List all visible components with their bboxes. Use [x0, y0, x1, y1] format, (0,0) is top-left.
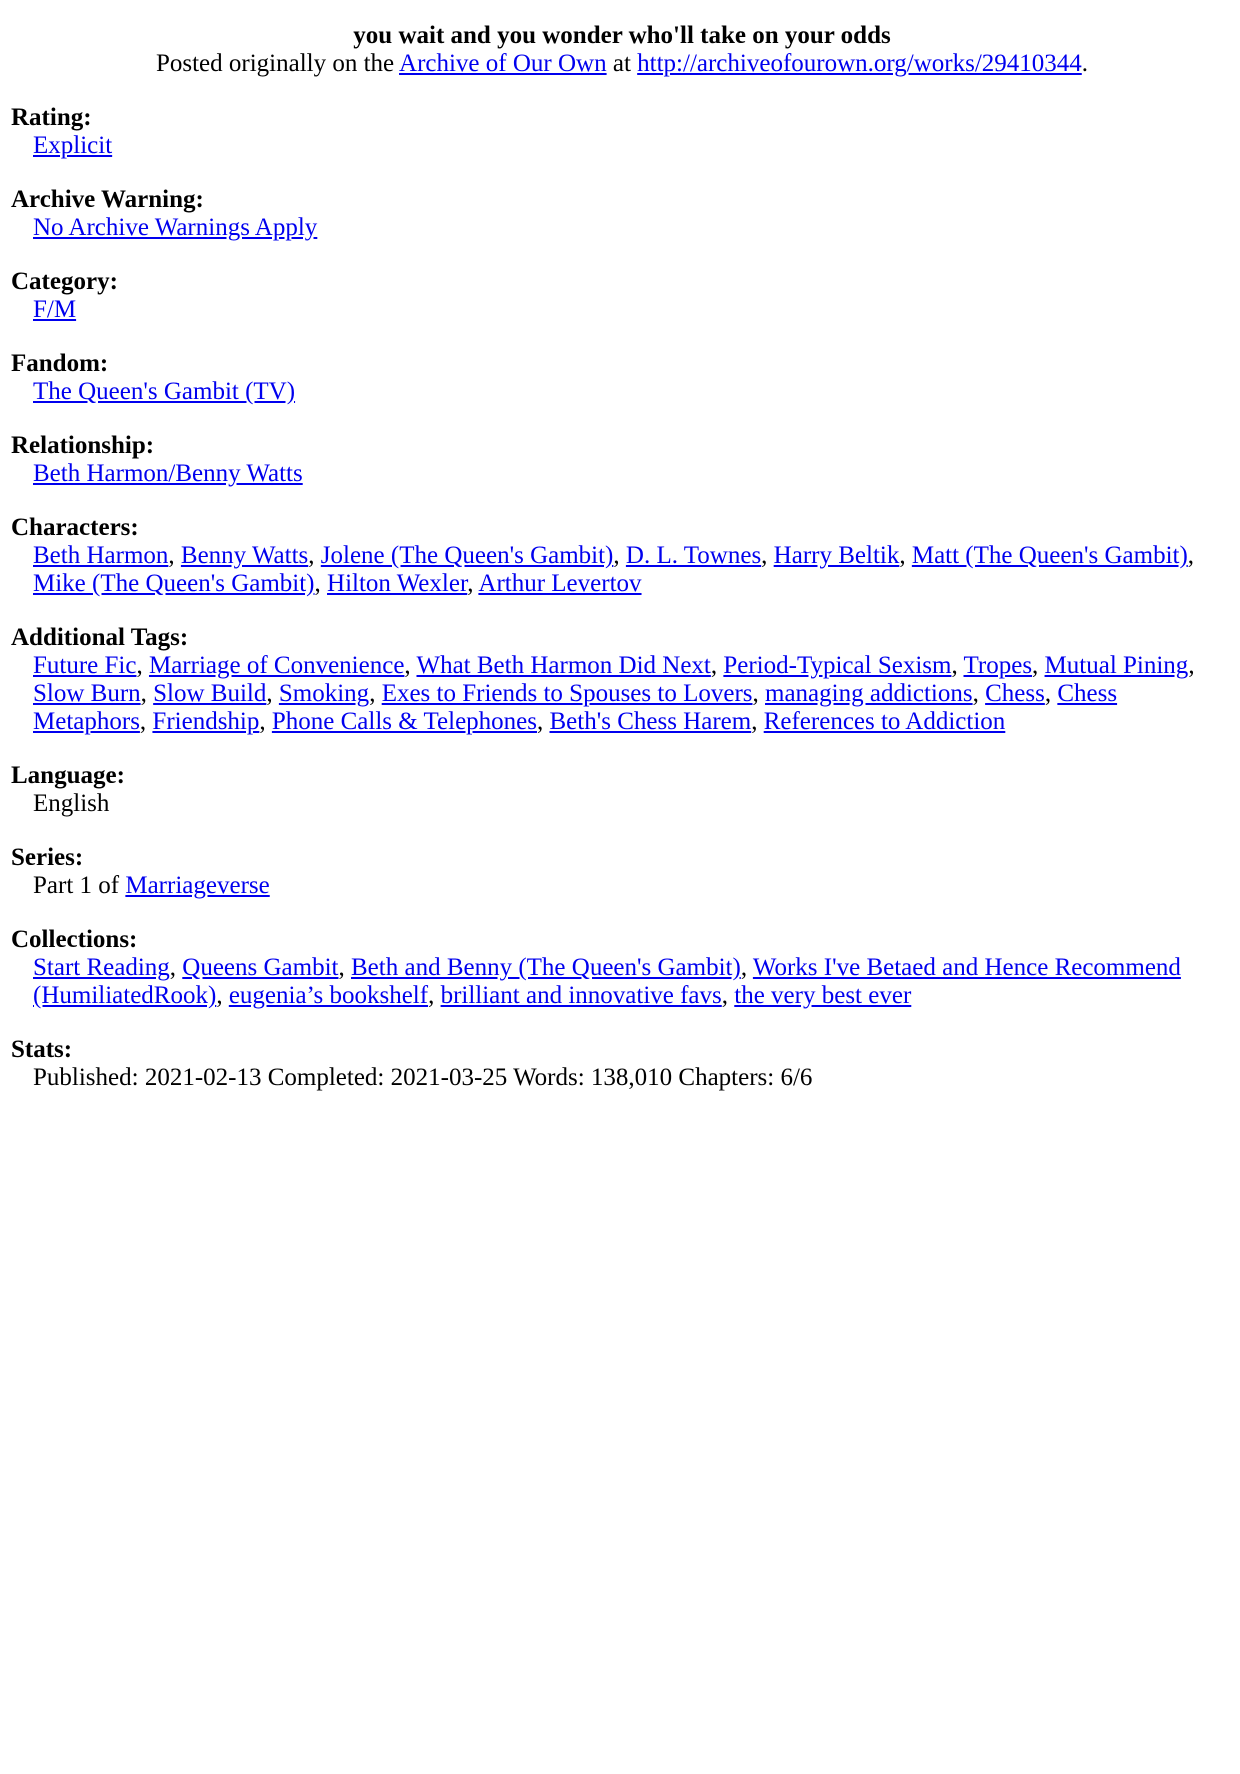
separator: ,	[1044, 680, 1058, 707]
meta-value-freeform-tag	[33, 652, 1233, 736]
meta-value-archive-warning	[33, 214, 1233, 242]
separator: ,	[168, 542, 181, 569]
stats-text: Published: 2021-02-13 Completed: 2021-03-25 Words: 138,010 Chapters: 6/6	[33, 1064, 813, 1091]
language-text: English	[33, 790, 110, 817]
archive-warning-link[interactable]: No Archive Warnings Apply	[33, 214, 318, 241]
series-link[interactable]: Marriageverse	[125, 872, 270, 899]
meta-value-rating	[33, 132, 1233, 160]
separator: ,	[140, 680, 154, 707]
collection-link[interactable]: Beth and Benny (The Queen's Gambit)	[351, 954, 741, 981]
separator: ,	[899, 542, 912, 569]
separator: ,	[613, 542, 626, 569]
meta-label-freeform-tag: Additional Tags:	[11, 624, 189, 651]
separator: ,	[308, 542, 321, 569]
posted-prefix-text: Posted originally on the	[155, 50, 400, 77]
separator: ,	[369, 680, 382, 707]
character-link[interactable]: Jolene (The Queen's Gambit)	[320, 542, 614, 569]
meta-value-relationship	[33, 460, 1233, 488]
archive-of-our-own-link[interactable]: Archive of Our Own	[399, 50, 607, 77]
meta-value-stats	[33, 1064, 1233, 1092]
work-meta-list	[11, 104, 1233, 1092]
collection-link[interactable]: the very best ever	[734, 982, 912, 1009]
meta-label-category: Category:	[11, 268, 118, 295]
character-link[interactable]: Hilton Wexler	[327, 570, 468, 597]
work-url-link[interactable]: http://archiveofourown.org/works/29410344	[637, 50, 1082, 77]
collection-link[interactable]: eugenia’s bookshelf	[228, 982, 429, 1009]
posted-suffix-text: .	[1081, 50, 1089, 77]
meta-label-collection: Collections:	[11, 926, 138, 953]
rating-link[interactable]: Explicit	[33, 132, 113, 159]
meta-value-category	[33, 296, 1233, 324]
separator: ,	[428, 982, 441, 1009]
freeform-tag-link[interactable]: Slow Burn	[33, 680, 141, 707]
separator: ,	[951, 652, 964, 679]
separator: ,	[338, 954, 351, 981]
meta-value-fandom	[33, 378, 1233, 406]
freeform-tag-link[interactable]: Phone Calls & Telephones	[271, 708, 537, 735]
separator: ,	[404, 652, 417, 679]
meta-label-character: Characters:	[11, 514, 139, 541]
meta-value-character	[33, 542, 1233, 598]
category-link[interactable]: F/M	[33, 296, 77, 323]
fandom-link[interactable]: The Queen's Gambit (TV)	[33, 378, 296, 405]
separator: ,	[314, 570, 328, 597]
freeform-tag-link[interactable]: Period-Typical Sexism	[723, 652, 952, 679]
meta-value-series	[33, 872, 1233, 900]
separator: ,	[710, 652, 724, 679]
freeform-tag-link[interactable]: What Beth Harmon Did Next	[416, 652, 711, 679]
separator: ,	[761, 542, 774, 569]
collection-link[interactable]: Queens Gambit	[182, 954, 339, 981]
work-title: you wait and you wonder who'll take on your odds	[353, 22, 891, 49]
freeform-tag-link[interactable]: Marriage of Convenience	[148, 652, 405, 679]
collection-link[interactable]: Works I've Betaed and Hence Recommend (HumiliatedRook)	[33, 954, 1181, 1009]
separator: ,	[216, 982, 229, 1009]
character-link[interactable]: Matt (The Queen's Gambit)	[911, 542, 1188, 569]
meta-label-fandom: Fandom:	[11, 350, 109, 377]
relationship-link[interactable]: Beth Harmon/Benny Watts	[33, 460, 303, 487]
separator: ,	[1188, 652, 1195, 679]
character-link[interactable]: Benny Watts	[180, 542, 309, 569]
separator: ,	[467, 570, 479, 597]
meta-value-language	[33, 790, 1233, 818]
freeform-tag-link[interactable]: managing addictions	[765, 680, 973, 707]
freeform-tag-link[interactable]: Mutual Pining	[1044, 652, 1189, 679]
freeform-tag-link[interactable]: Chess Metaphors	[33, 680, 1118, 735]
meta-label-language: Language:	[11, 762, 125, 789]
series-prefix-text: Part 1 of	[33, 872, 126, 899]
freeform-tag-link[interactable]: Exes to Friends to Spouses to Lovers	[381, 680, 753, 707]
character-link[interactable]: Harry Beltik	[773, 542, 900, 569]
meta-label-series: Series:	[11, 844, 84, 871]
collection-link[interactable]: Start Reading	[33, 954, 170, 981]
separator: ,	[266, 680, 279, 707]
character-link[interactable]: Beth Harmon	[33, 542, 169, 569]
freeform-tag-link[interactable]: Future Fic	[33, 652, 137, 679]
freeform-tag-link[interactable]: Friendship	[152, 708, 260, 735]
separator: ,	[259, 708, 272, 735]
collection-link[interactable]: brilliant and innovative favs	[440, 982, 722, 1009]
separator: ,	[1032, 652, 1045, 679]
character-link[interactable]: D. L. Townes	[625, 542, 762, 569]
freeform-tag-link[interactable]: References to Addiction	[763, 708, 1006, 735]
separator: ,	[972, 680, 986, 707]
separator: ,	[136, 652, 149, 679]
separator: ,	[721, 982, 735, 1009]
meta-label-relationship: Relationship:	[11, 432, 155, 459]
freeform-tag-link[interactable]: Beth's Chess Harem	[549, 708, 752, 735]
character-link[interactable]: Mike (The Queen's Gambit)	[33, 570, 315, 597]
separator: ,	[740, 954, 753, 981]
separator: ,	[751, 708, 764, 735]
meta-label-archive-warning: Archive Warning:	[11, 186, 204, 213]
separator: ,	[169, 954, 183, 981]
meta-value-collection	[33, 954, 1233, 1010]
separator: ,	[537, 708, 550, 735]
meta-label-stats: Stats:	[11, 1036, 73, 1063]
separator: ,	[139, 708, 153, 735]
meta-label-rating: Rating:	[11, 104, 92, 131]
freeform-tag-link[interactable]: Tropes	[963, 652, 1033, 679]
freeform-tag-link[interactable]: Smoking	[278, 680, 370, 707]
freeform-tag-link[interactable]: Slow Build	[153, 680, 267, 707]
character-link[interactable]: Arthur Levertov	[478, 570, 642, 597]
separator: ,	[1187, 542, 1195, 569]
preface-message	[11, 22, 1233, 78]
separator: ,	[752, 680, 766, 707]
freeform-tag-link[interactable]: Chess	[985, 680, 1045, 707]
posted-infix-text: at	[606, 50, 638, 77]
